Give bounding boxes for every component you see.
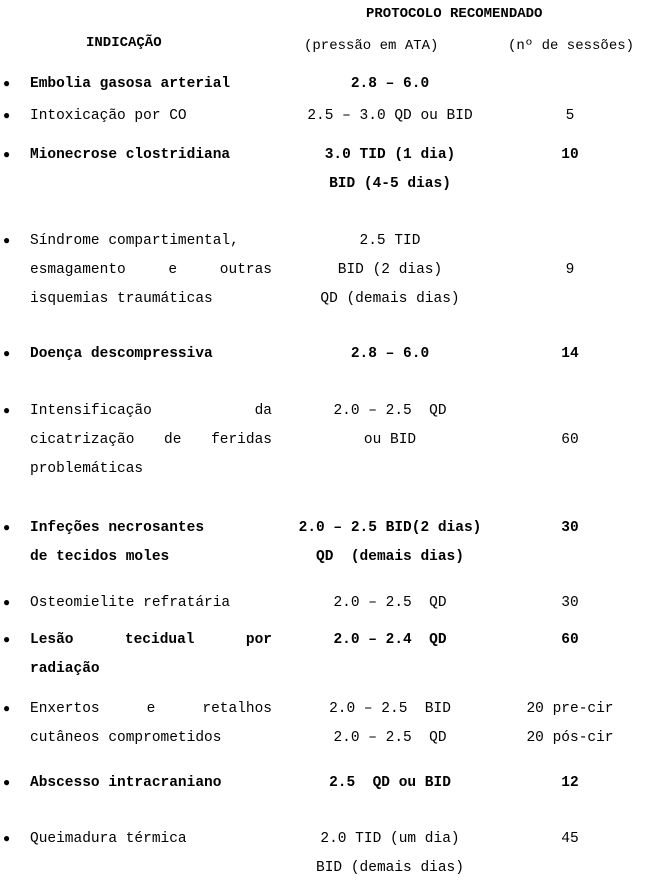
bullet-icon: ● [3, 234, 11, 248]
indication-text: de tecidos moles [30, 549, 170, 565]
indication-text: isquemias traumáticas [30, 291, 213, 307]
protocol-column-title: PROTOCOLO RECOMENDADO [366, 6, 543, 22]
indication-cell [30, 769, 272, 798]
indication-text: Doença descompressiva [30, 346, 213, 362]
protocol-text: 2.0 – 2.5 QD [333, 403, 447, 419]
sessions-cell [500, 397, 640, 455]
sessions-text [500, 227, 640, 256]
sessions-cell [500, 695, 640, 753]
protocol-cell [270, 514, 510, 572]
indication-cell [30, 514, 272, 572]
protocol-cell [270, 70, 510, 99]
indication-column-title: INDICAÇÃO [86, 35, 162, 51]
protocol-text: 2.8 – 6.0 [350, 76, 430, 92]
bullet-icon: ● [3, 521, 11, 535]
protocol-text: 2.0 – 2.5 QD [333, 730, 447, 746]
protocol-text: 2.8 – 6.0 [350, 346, 430, 362]
indication-cell [30, 70, 272, 99]
protocol-cell [270, 340, 510, 369]
sessions-cell [500, 141, 640, 170]
sessions-column-subtitle: (nº de sessões) [508, 38, 635, 54]
indication-text: Embolia gasosa arterial [30, 76, 231, 92]
bullet-icon: ● [3, 776, 11, 790]
indication-text: cutâneos comprometidos [30, 730, 222, 746]
sessions-text [500, 397, 640, 426]
bullet-icon: ● [3, 148, 11, 162]
indication-cell [30, 340, 272, 369]
protocol-text: 2.0 – 2.5 BID(2 dias) [298, 520, 482, 536]
sessions-text: 45 [561, 831, 579, 847]
sessions-text: 20 pós-cir [526, 730, 614, 746]
sessions-text: 30 [561, 595, 579, 611]
indication-text: radiação [30, 661, 100, 677]
sessions-text: 9 [565, 262, 575, 278]
protocol-cell [270, 589, 510, 618]
sessions-cell [500, 340, 640, 369]
sessions-text: 5 [565, 108, 575, 124]
protocol-cell [270, 695, 510, 753]
indication-text: Mionecrose clostridiana [30, 147, 231, 163]
bullet-icon: ● [3, 596, 11, 610]
protocol-text: BID (demais dias) [316, 860, 464, 876]
bullet-icon: ● [3, 109, 11, 123]
bullet-icon: ● [3, 702, 11, 716]
indication-cell [30, 227, 272, 314]
sessions-cell [500, 227, 640, 285]
bullet-icon: ● [3, 832, 11, 846]
sessions-text: 30 [561, 520, 579, 536]
protocol-text: ou BID [363, 432, 417, 448]
sessions-text: 12 [561, 775, 579, 791]
protocol-text: 2.5 QD ou BID [329, 775, 451, 791]
pressure-column-subtitle: (pressão em ATA) [304, 38, 439, 54]
protocol-text: 3.0 TID (1 dia) [324, 147, 456, 163]
protocol-text: 2.0 – 2.4 QD [333, 632, 447, 648]
sessions-text: 60 [561, 632, 579, 648]
protocol-cell [270, 141, 510, 199]
indication-text: Intoxicação por CO [30, 108, 187, 124]
indication-text: Queimadura térmica [30, 831, 187, 847]
sessions-text: 20 pre-cir [526, 701, 614, 717]
protocol-text: QD (demais dias) [320, 291, 460, 307]
indication-cell [30, 695, 272, 753]
protocol-cell [270, 626, 510, 655]
protocol-cell [270, 397, 510, 455]
protocol-text: QD (demais dias) [316, 549, 464, 565]
sessions-cell [500, 102, 640, 131]
sessions-cell [500, 589, 640, 618]
protocol-text: 2.0 – 2.5 BID [329, 701, 451, 717]
protocol-text: 2.5 TID [359, 233, 421, 249]
indication-text: Síndrome compartimental, [30, 233, 239, 249]
indication-text: Infeções necrosantes [30, 520, 205, 536]
indication-cell [30, 825, 272, 854]
indication-cell [30, 102, 272, 131]
indication-cell [30, 141, 272, 170]
indication-text: problemáticas [30, 461, 144, 477]
protocol-text: BID (4-5 dias) [329, 176, 451, 192]
sessions-cell [500, 514, 640, 543]
protocol-text: 2.5 – 3.0 QD ou BID [307, 108, 473, 124]
indication-cell [30, 626, 272, 684]
protocol-cell [270, 825, 510, 883]
indication-text: Osteomielite refratária [30, 595, 231, 611]
indication-text: esmagamento e outras [30, 262, 272, 278]
sessions-cell [500, 626, 640, 655]
bullet-icon: ● [3, 347, 11, 361]
indication-cell [30, 397, 272, 484]
sessions-cell [500, 70, 640, 99]
protocol-cell [270, 227, 510, 314]
sessions-cell [500, 769, 640, 798]
bullet-icon: ● [3, 404, 11, 418]
indication-cell [30, 589, 272, 618]
bullet-icon: ● [3, 77, 11, 91]
indication-text: Enxertos e retalhos [30, 701, 272, 717]
protocol-text: 2.0 TID (um dia) [320, 831, 460, 847]
indication-text: cicatrização de feridas [30, 432, 272, 448]
protocol-cell [270, 102, 510, 131]
sessions-text [500, 70, 640, 99]
protocol-text: 2.0 – 2.5 QD [333, 595, 447, 611]
sessions-text: 14 [561, 346, 579, 362]
sessions-cell [500, 825, 640, 854]
sessions-text: 10 [561, 147, 579, 163]
indication-text: Lesão tecidual por [30, 632, 272, 648]
protocol-text: BID (2 dias) [337, 262, 443, 278]
bullet-icon: ● [3, 633, 11, 647]
indication-text: Abscesso intracraniano [30, 775, 222, 791]
protocol-cell [270, 769, 510, 798]
sessions-text: 60 [561, 432, 579, 448]
indication-text: Intensificação da [30, 403, 272, 419]
